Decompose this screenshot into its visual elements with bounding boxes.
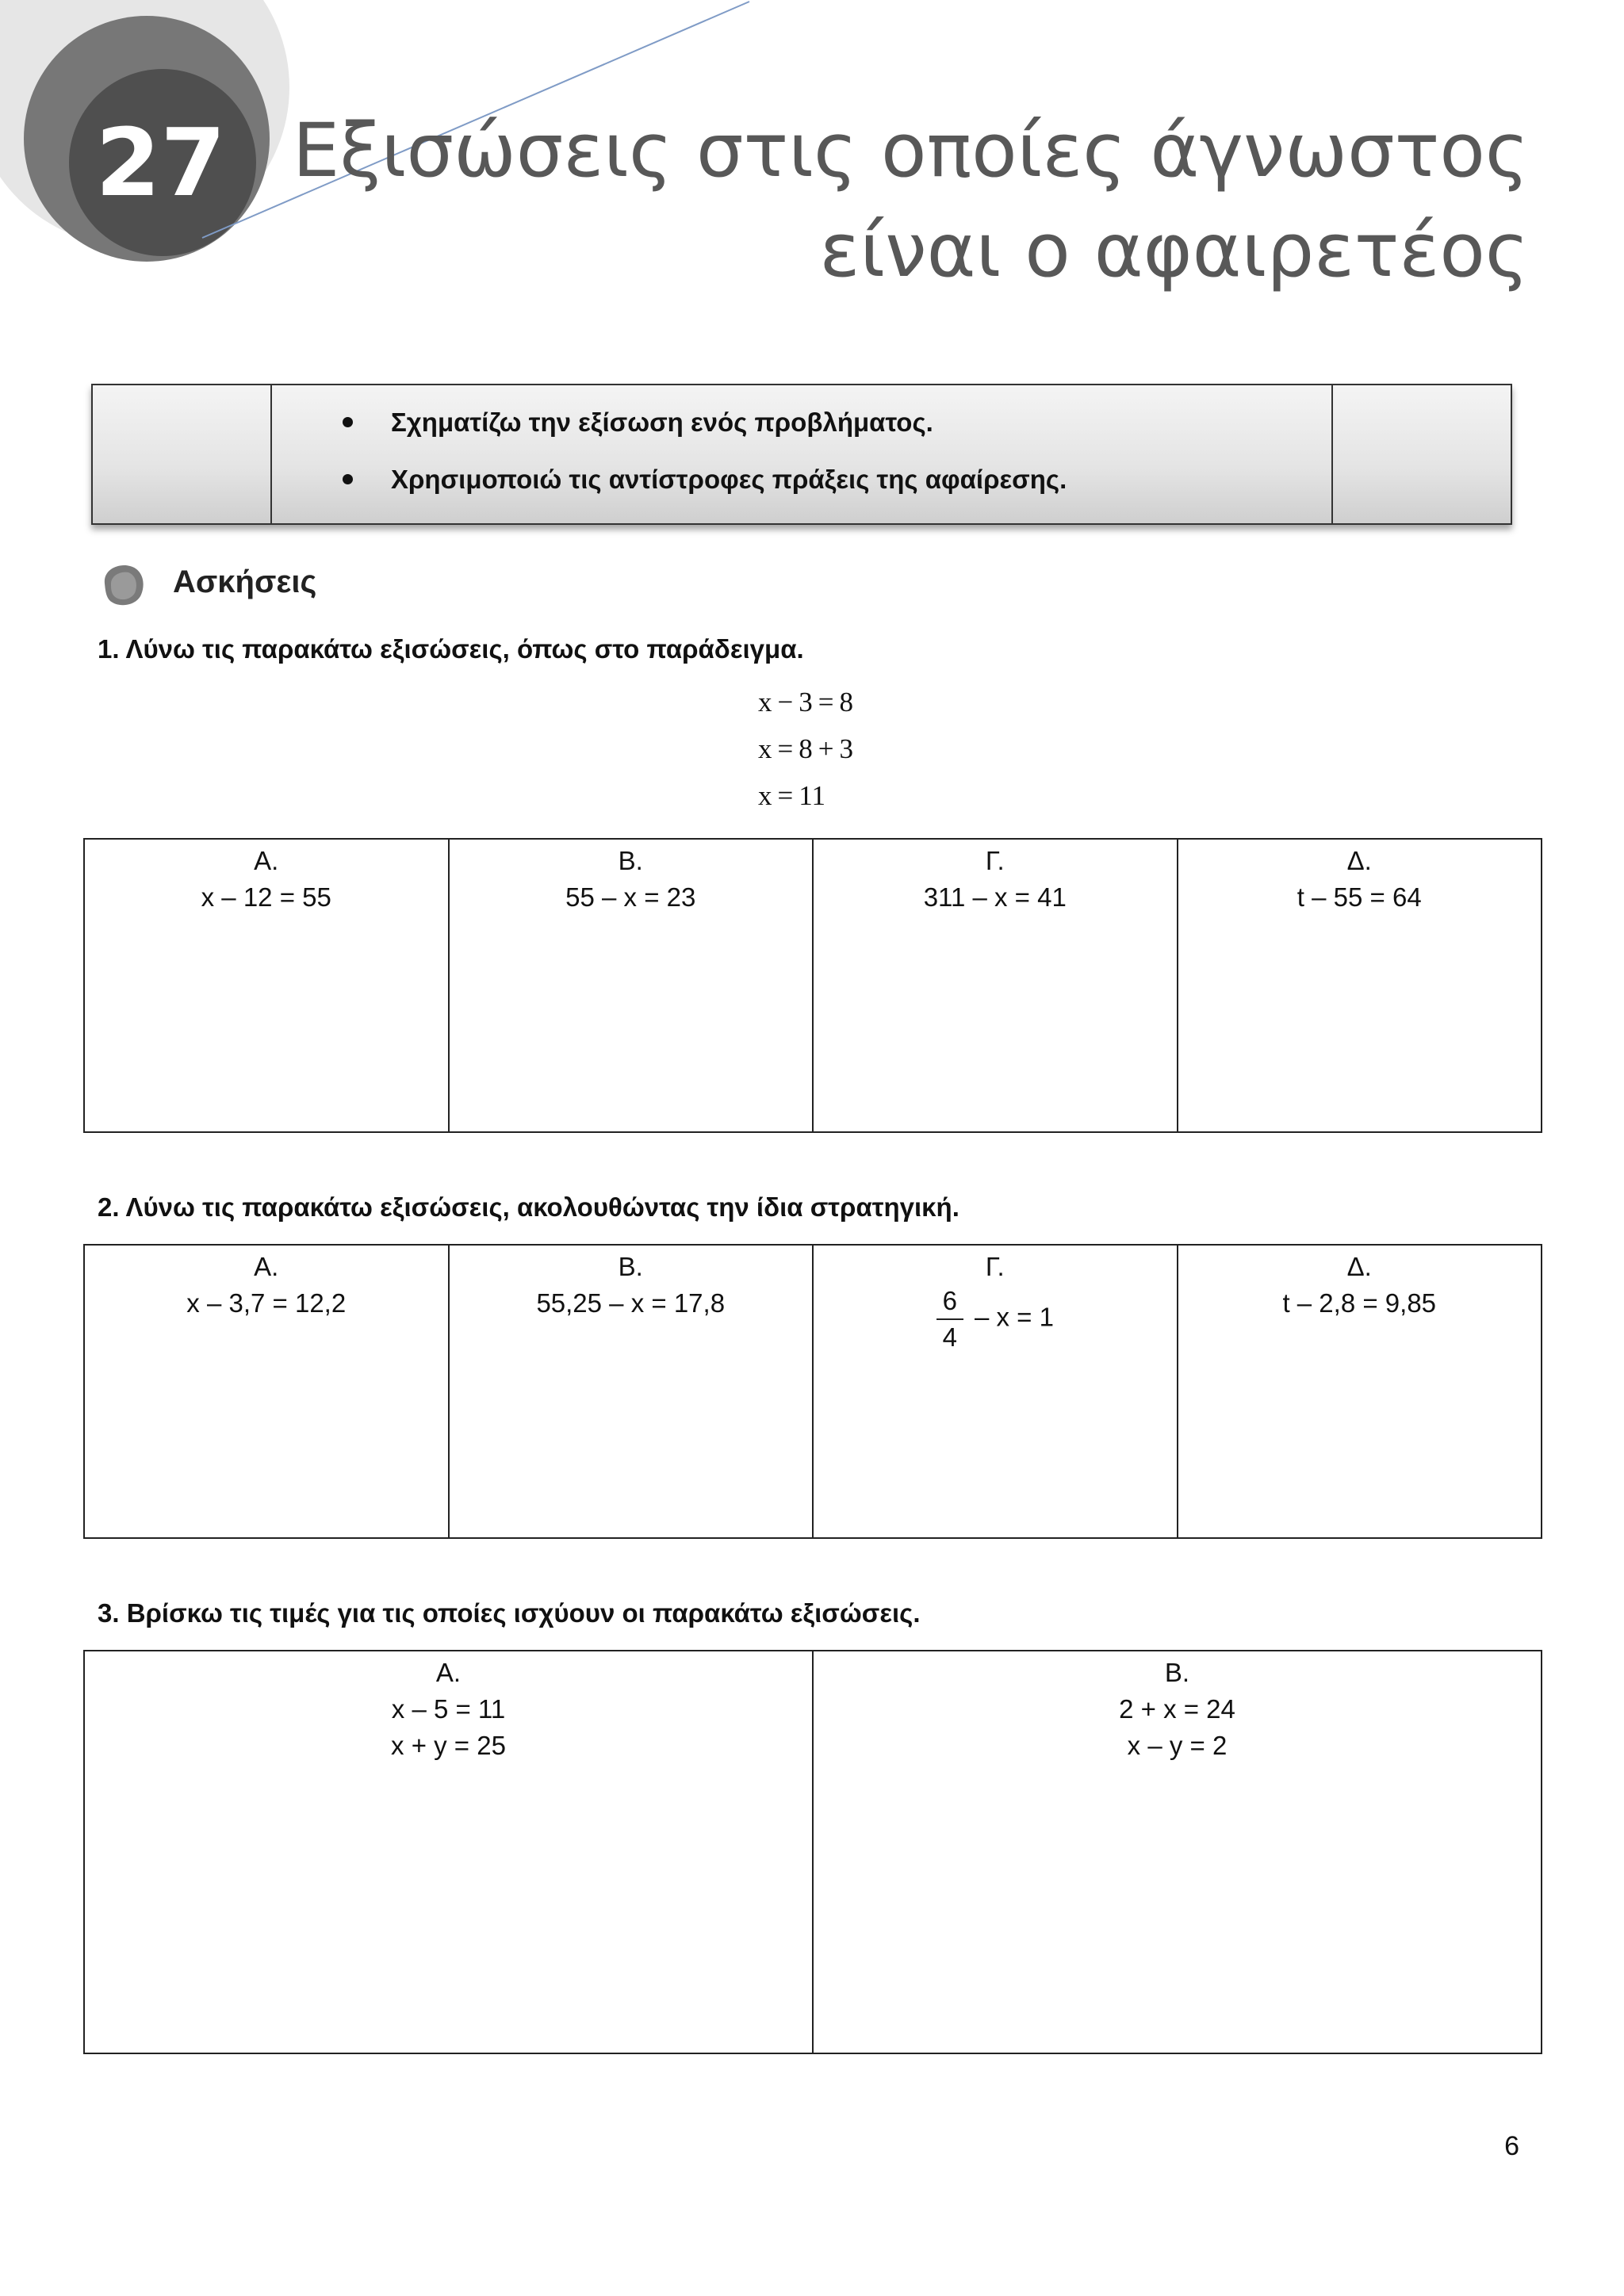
exercise-1-instruction: 1. Λύνω τις παρακάτω εξισώσεις, όπως στο παράδειγμα.: [98, 634, 804, 664]
objective-text: Χρησιμοποιώ τις αντίστροφες πράξεις της αφαίρεσης.: [391, 465, 1067, 494]
cell-label: Β.: [618, 846, 643, 875]
exercise-2-instruction: 2. Λύνω τις παρακάτω εξισώσεις, ακολουθώντας την ίδια στρατηγική.: [98, 1192, 959, 1222]
cell-label: Γ.: [985, 1252, 1005, 1281]
cell-label: Δ.: [1346, 1252, 1372, 1281]
cell-label: Α.: [254, 1252, 279, 1281]
exercise-1-cell-a[interactable]: [84, 839, 449, 1132]
cell-equation-rest: – x = 1: [974, 1302, 1054, 1332]
exercise-2-table: [83, 1244, 1542, 1539]
fraction-denominator: 4: [942, 1322, 957, 1352]
chapter-title-line-2: είναι ο αφαιρετέος: [819, 208, 1529, 294]
cell-equation: 55,25 – x = 17,8: [536, 1288, 726, 1318]
cell-label: Δ.: [1346, 846, 1372, 875]
cell-equation-2: x – y = 2: [1127, 1731, 1228, 1760]
objective-item-2: [391, 460, 1067, 499]
cell-equation: x – 12 = 55: [201, 882, 331, 912]
cell-fraction-equation: [814, 1284, 1176, 1355]
example-line-1: x − 3 = 8: [758, 687, 854, 718]
objectives-right-cell: [1331, 385, 1511, 523]
fraction: [936, 1284, 963, 1355]
exercise-3-table: [83, 1650, 1542, 2054]
bullet-icon: [343, 417, 353, 427]
cell-equation-1: x – 5 = 11: [391, 1694, 506, 1724]
exercise-1-cell-b[interactable]: [449, 839, 814, 1132]
bullet-icon: [343, 474, 353, 484]
cell-label: Β.: [1164, 1658, 1190, 1687]
exercise-2-cell-c[interactable]: [813, 1245, 1178, 1538]
exercise-2-cell-a[interactable]: [84, 1245, 449, 1538]
cell-equation: 55 – x = 23: [565, 882, 696, 912]
cell-equation: 311 – x = 41: [923, 882, 1067, 912]
cell-label: Β.: [618, 1252, 643, 1281]
exercise-2-cell-d[interactable]: [1178, 1245, 1542, 1538]
cell-label: Α.: [435, 1658, 462, 1687]
exercise-1-cell-d[interactable]: [1178, 839, 1542, 1132]
chapter-number: 27: [95, 108, 226, 217]
exercise-3-instruction: 3. Βρίσκω τις τιμές για τις οποίες ισχύουν οι παρακάτω εξισώσεις.: [98, 1598, 921, 1628]
example-line-2: x = 8 + 3: [758, 733, 854, 764]
example-line-3: x = 11: [758, 780, 825, 811]
exercise-1-cell-c[interactable]: [813, 839, 1178, 1132]
objective-item-1: [391, 403, 933, 442]
cell-label: Α.: [254, 846, 279, 875]
exercise-1-table: [83, 838, 1542, 1133]
section-heading: Ασκήσεις: [173, 564, 317, 599]
cell-equation-1: 2 + x = 24: [1119, 1694, 1235, 1724]
objectives-box: [91, 384, 1512, 525]
chapter-title-line-1: Εξισώσεις στις οποίες άγνωστος: [292, 108, 1529, 194]
page-number: 6: [1504, 2131, 1519, 2161]
exercise-3-cell-b[interactable]: [813, 1651, 1542, 2053]
exercise-2-cell-b[interactable]: [449, 1245, 814, 1538]
cell-equation: x – 3,7 = 12,2: [186, 1288, 347, 1318]
cell-label: Γ.: [985, 846, 1005, 875]
objective-text: Σχηματίζω την εξίσωση ενός προβλήματος.: [391, 408, 933, 437]
cell-equation: t – 55 = 64: [1297, 882, 1422, 912]
section-bullet-icon: [97, 560, 149, 609]
objectives-list: [201, 385, 1327, 523]
exercise-3-cell-a[interactable]: [84, 1651, 813, 2053]
fraction-numerator: 6: [936, 1284, 963, 1320]
cell-equation-2: x + y = 25: [391, 1731, 506, 1760]
cell-equation: t – 2,8 = 9,85: [1282, 1288, 1437, 1318]
